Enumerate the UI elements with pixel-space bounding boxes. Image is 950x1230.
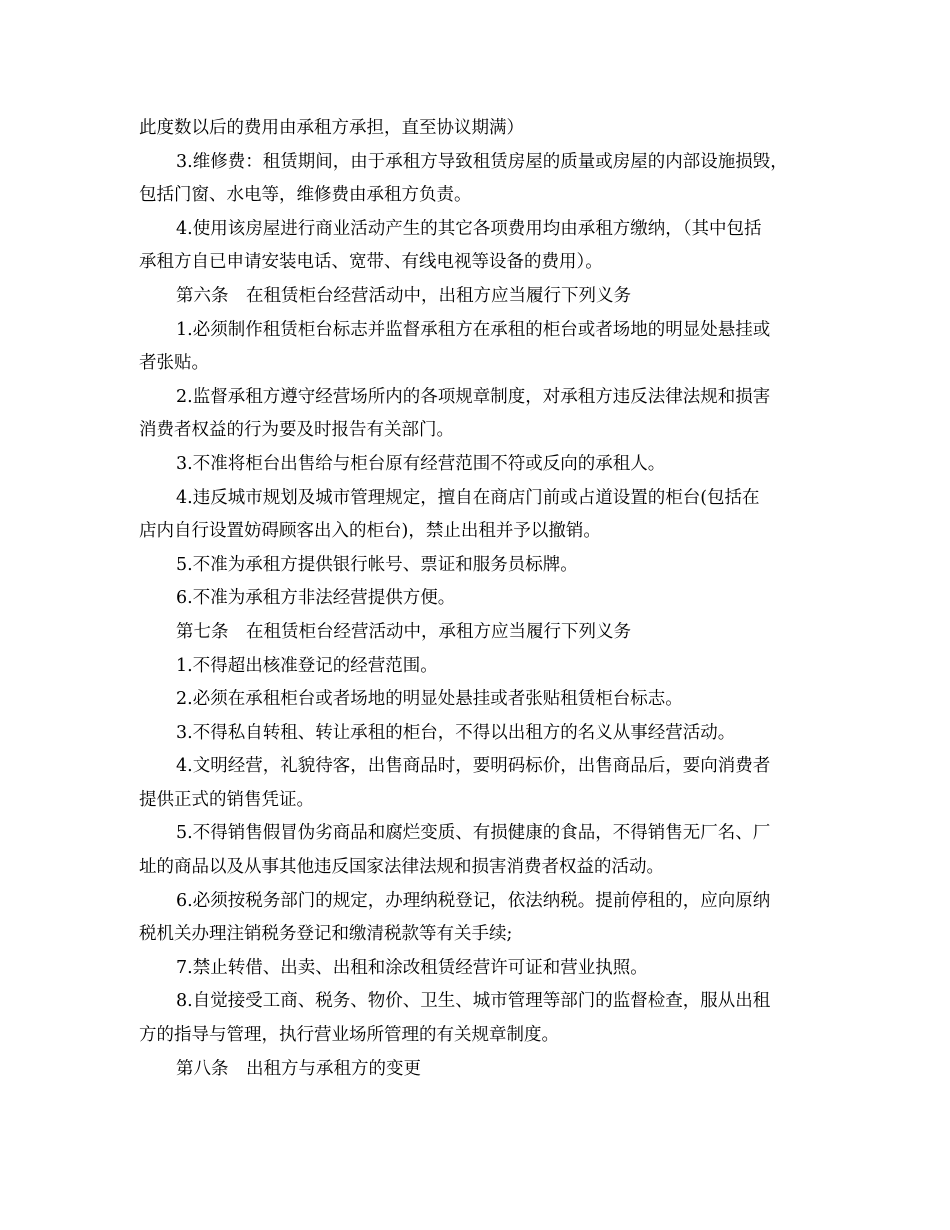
text-line: 1.不得超出核准登记的经营范围。 [176, 655, 438, 676]
text-line: 6.必须按税务部门的规定，办理纳税登记，依法纳税。提前停租的，应向原纳 [176, 890, 771, 911]
text-line: 包括门窗、水电等，维修费由承租方负责。 [139, 185, 472, 206]
text-line: 8.自觉接受工商、税务、物价、卫生、城市管理等部门的监督检查，服从出租 [176, 991, 771, 1012]
text-line: 6.不准为承租方非法经营提供方便。 [176, 588, 456, 609]
text-line: 4.违反城市规划及城市管理规定，擅自在商店门前或占道设置的柜台(包括在 [176, 487, 760, 508]
text-line: 此度数以后的费用由承租方承担，直至协议期满） [139, 118, 524, 138]
text-line: 5.不得销售假冒伪劣商品和腐烂变质、有损健康的食品，不得销售无厂名、厂 [176, 823, 771, 844]
text-line: 1.必须制作租赁柜台标志并监督承租方在承租的柜台或者场地的明显处悬挂或 [176, 319, 771, 340]
text-line: 提供正式的销售凭证。 [139, 789, 314, 810]
text-line: 2.必须在承租柜台或者场地的明显处悬挂或者张贴租赁柜台标志。 [176, 689, 683, 710]
text-line: 店内自行设置妨碍顾客出入的柜台)，禁止出租并予以撤销。 [139, 521, 601, 542]
text-line: 址的商品以及从事其他违反国家法律法规和损害消费者权益的活动。 [139, 857, 664, 878]
document-body [139, 112, 819, 1086]
text-line: 消费者权益的行为要及时报告有关部门。 [139, 420, 454, 441]
text-line: 方的指导与管理，执行营业场所管理的有关规章制度。 [139, 1025, 559, 1046]
section-heading: 第六条 在租赁柜台经营活动中，出租方应当履行下列义务 [176, 285, 631, 306]
text-line: 3.不得私自转租、转让承租的柜台，不得以出租方的名义从事经营活动。 [176, 722, 736, 743]
text-line: 3.不准将柜台出售给与柜台原有经营范围不符或反向的承租人。 [176, 453, 666, 474]
text-line: 5.不准为承租方提供银行帐号、票证和服务员标牌。 [176, 554, 578, 575]
text-line: 承租方自已申请安装电话、宽带、有线电视等设备的费用）。 [139, 252, 603, 273]
text-line: 2.监督承租方遵守经营场所内的各项规章制度，对承租方违反法律法规和损害 [176, 386, 771, 407]
section-heading: 第七条 在租赁柜台经营活动中，承租方应当履行下列义务 [176, 621, 631, 642]
text-line: 4.使用该房屋进行商业活动产生的其它各项费用均由承租方缴纳，（其中包括 [176, 218, 762, 239]
text-line: 税机关办理注销税务登记和缴清税款等有关手续; [139, 924, 513, 945]
text-line: 7.禁止转借、出卖、出租和涂改租赁经营许可证和营业执照。 [176, 957, 648, 978]
text-line: 3.维修费：租赁期间，由于承租方导致租赁房屋的质量或房屋的内部设施损毁， [176, 151, 788, 172]
section-heading: 第八条 出租方与承租方的变更 [176, 1058, 421, 1079]
text-line: 者张贴。 [139, 353, 209, 374]
text-line: 4.文明经营，礼貌待客，出售商品时，要明码标价，出售商品后，要向消费者 [176, 756, 771, 777]
